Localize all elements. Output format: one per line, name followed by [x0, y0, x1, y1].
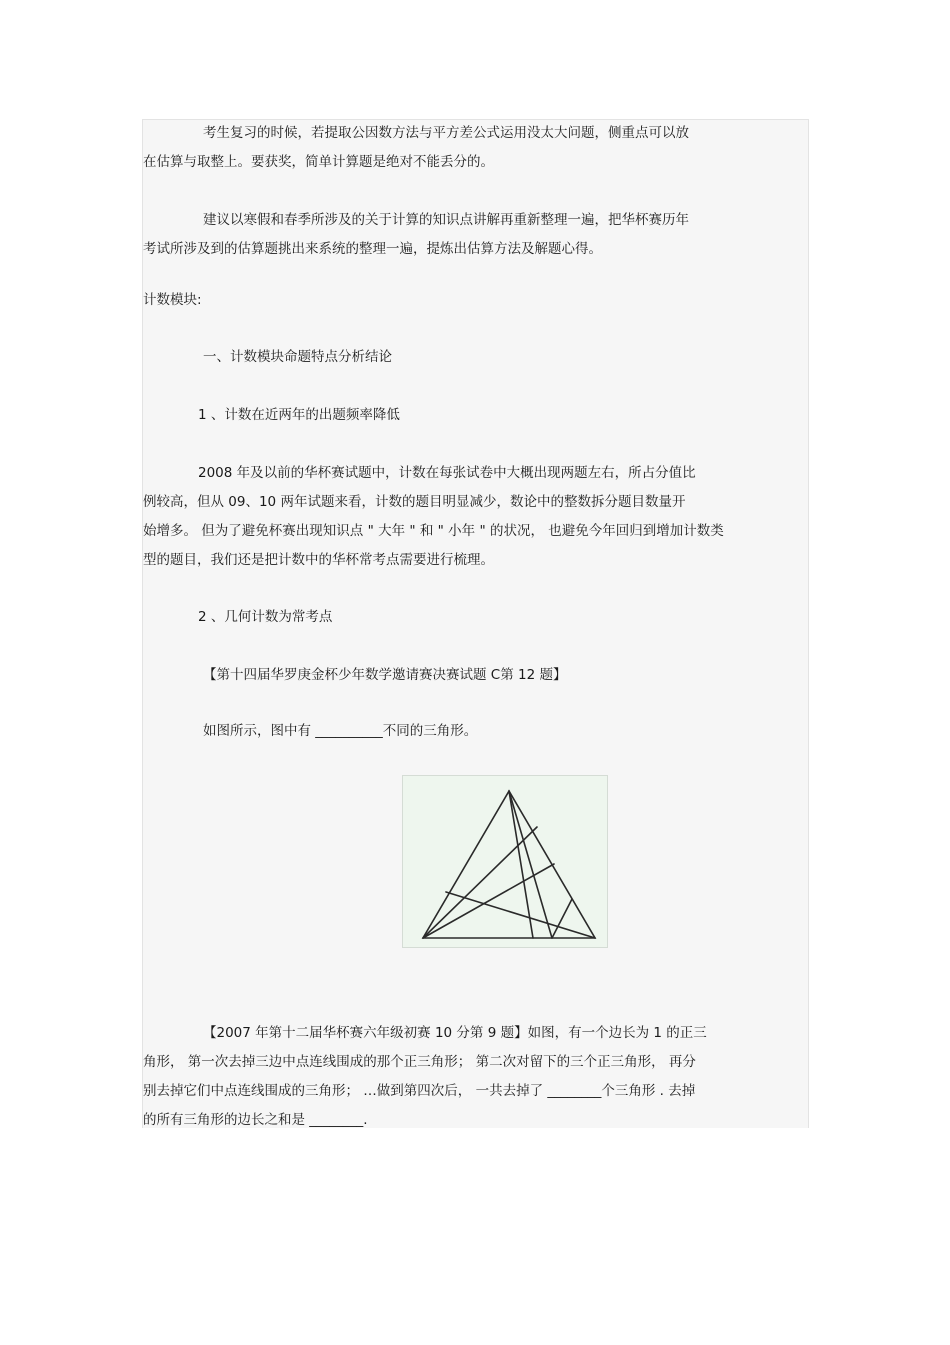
paragraph-2-line-2: 考试所涉及到的估算题挑出来系统的整理一遍，提炼出估算方法及解题心得。 — [143, 241, 602, 257]
paragraph-1-line-2: 在估算与取整上。要获奖，简单计算题是绝对不能丢分的。 — [143, 154, 494, 170]
question-1-text: 如图所示，图中有 __________不同的三角形。 — [203, 723, 478, 739]
question-2-line-1: 【2007 年第十二届华杯赛六年级初赛 10 分第 9 题】如图，有一个边长为 1 的正三 — [203, 1025, 707, 1041]
item-2-heading: 2 、几何计数为常考点 — [198, 609, 333, 625]
paragraph-1-line-1: 考生复习的时候，若提取公因数方法与平方差公式运用没太大问题，侧重点可以放 — [203, 125, 689, 141]
triangle-counting-diagram-icon — [403, 776, 607, 947]
paragraph-3-line-2: 例较高，但从 09、10 两年试题来看，计数的题目明显减少，数论中的整数拆分题目数量开 — [143, 494, 686, 510]
section-heading: 一、计数模块命题特点分析结论 — [203, 349, 392, 365]
item-1-heading: 1 、计数在近两年的出题频率降低 — [198, 407, 400, 423]
paragraph-3-line-4: 型的题目，我们还是把计数中的华杯常考点需要进行梳理。 — [143, 552, 494, 568]
triangle-figure — [402, 775, 608, 948]
paragraph-3-line-1: 2008 年及以前的华杯赛试题中，计数在每张试卷中大概出现两题左右，所占分值比 — [198, 465, 696, 481]
paragraph-3-line-3: 始增多。 但为了避免杯赛出现知识点 " 大年 " 和 " 小年 " 的状况， 也避免今年回归到增加计数类 — [143, 523, 724, 539]
module-title: 计数模块: — [143, 292, 202, 308]
question-2-line-2: 角形， 第一次去掉三边中点连线围成的那个正三角形； 第二次对留下的三个正三角形， 再分 — [143, 1054, 696, 1070]
question-2-line-4: 的所有三角形的边长之和是 ________. — [143, 1112, 368, 1128]
question-1-source: 【第十四届华罗庚金杯少年数学邀请赛决赛试题 C第 12 题】 — [203, 667, 567, 683]
paragraph-2-line-1: 建议以寒假和春季所涉及的关于计算的知识点讲解再重新整理一遍，把华杯赛历年 — [203, 212, 689, 228]
question-2-line-3: 别去掉它们中点连线围成的三角形； …做到第四次后， 一共去掉了 ________个三角形 . 去掉 — [143, 1083, 696, 1099]
